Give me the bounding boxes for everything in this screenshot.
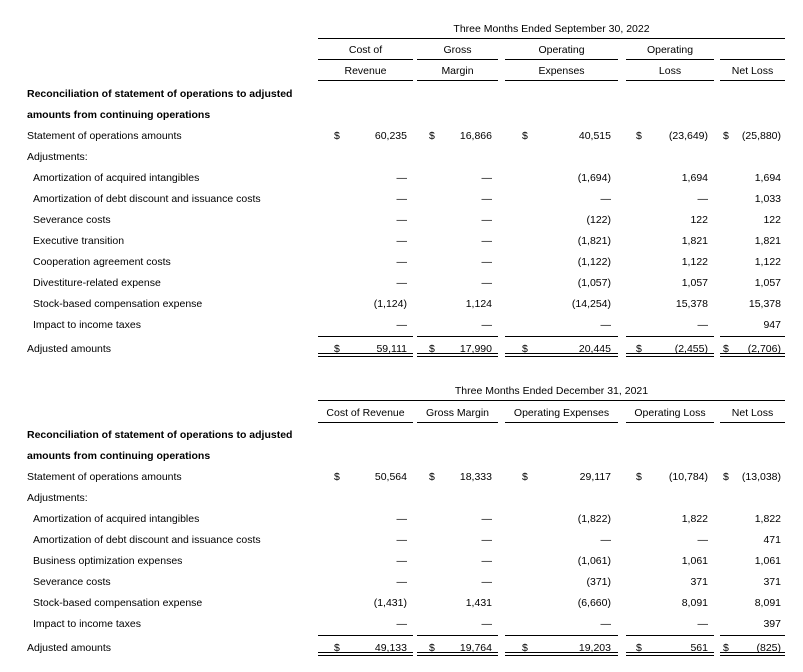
cell-value: (2,706) [747, 343, 781, 355]
row-label: Amortization of debt discount and issuance costs [33, 193, 261, 205]
double-underline [720, 652, 785, 656]
currency-symbol: $ [522, 471, 528, 483]
currency-symbol: $ [429, 471, 435, 483]
row-label: Adjustments: [27, 492, 88, 504]
cell-value: — [697, 193, 708, 205]
cell-value: 1,122 [754, 256, 781, 268]
cell-value: — [481, 576, 492, 588]
cell-value: — [396, 555, 407, 567]
column-header: Net Loss [731, 407, 774, 419]
header-rule [720, 422, 785, 423]
header-rule [505, 59, 618, 60]
row-label: Amortization of acquired intangibles [33, 172, 200, 184]
row-label: Cooperation agreement costs [33, 256, 171, 268]
header-rule [626, 80, 714, 81]
cell-value: — [481, 193, 492, 205]
header-rule [318, 59, 413, 60]
cell-value: (1,822) [577, 513, 611, 525]
total-rule [720, 635, 785, 636]
row-label: Adjustments: [27, 151, 88, 163]
cell-value: — [600, 534, 611, 546]
cell-value: — [396, 618, 407, 630]
cell-value: 15,378 [748, 298, 781, 310]
cell-value: 1,822 [754, 513, 781, 525]
cell-value: 122 [763, 214, 781, 226]
column-header: Operating Loss [634, 407, 706, 419]
cell-value: — [481, 256, 492, 268]
cell-value: (25,880) [741, 130, 781, 142]
cell-value: — [396, 277, 407, 289]
cell-value: 50,564 [374, 471, 407, 483]
cell-value: (14,254) [571, 298, 611, 310]
double-underline [417, 353, 498, 357]
cell-value: (1,124) [373, 298, 407, 310]
cell-value: — [697, 534, 708, 546]
cell-value: (2,455) [674, 343, 708, 355]
row-label: Executive transition [33, 235, 125, 247]
cell-value: — [396, 319, 407, 331]
row-label: Statement of operations amounts [27, 471, 182, 483]
cell-value: 29,117 [579, 471, 611, 483]
section-label: Reconciliation of statement of operations to adjusted [27, 429, 293, 441]
cell-value: (6,660) [577, 597, 611, 609]
title-underline [318, 38, 785, 39]
column-header: Cost of [348, 44, 383, 56]
row-label: Adjusted amounts [27, 642, 112, 654]
currency-symbol: $ [429, 130, 435, 142]
cell-value: 947 [763, 319, 781, 331]
cell-value: 371 [763, 576, 781, 588]
cell-value: — [396, 534, 407, 546]
cell-value: — [481, 555, 492, 567]
column-header: Operating [646, 44, 694, 56]
header-rule [626, 422, 714, 423]
cell-value: — [697, 618, 708, 630]
cell-value: — [396, 235, 407, 247]
double-underline [505, 652, 618, 656]
cell-value: (1,431) [373, 597, 407, 609]
total-rule [318, 336, 413, 337]
header-rule [626, 59, 714, 60]
currency-symbol: $ [334, 343, 340, 355]
currency-symbol: $ [522, 130, 528, 142]
cell-value: 19,764 [459, 642, 492, 654]
header-rule [720, 59, 785, 60]
cell-value: 561 [690, 642, 708, 654]
currency-symbol: $ [723, 642, 729, 654]
total-rule [417, 635, 498, 636]
header-rule [417, 59, 498, 60]
row-label: Stock-based compensation expense [33, 298, 203, 310]
cell-value: (1,122) [577, 256, 611, 268]
row-label: Impact to income taxes [33, 319, 141, 331]
cell-value: — [481, 513, 492, 525]
column-header: Net Loss [731, 65, 774, 77]
cell-value: 371 [690, 576, 708, 588]
row-label: Severance costs [33, 576, 111, 588]
cell-value: 1,821 [681, 235, 708, 247]
cell-value: 1,057 [681, 277, 708, 289]
cell-value: — [396, 513, 407, 525]
cell-value: — [396, 214, 407, 226]
cell-value: 8,091 [754, 597, 781, 609]
column-header: Cost of Revenue [326, 407, 405, 419]
cell-value: 122 [690, 214, 708, 226]
cell-value: — [600, 193, 611, 205]
cell-value: — [697, 319, 708, 331]
currency-symbol: $ [636, 642, 642, 654]
total-rule [505, 336, 618, 337]
cell-value: — [481, 618, 492, 630]
column-header: Gross Margin [425, 407, 489, 419]
period-title: Three Months Ended December 31, 2021 [454, 385, 649, 397]
cell-value: 15,378 [675, 298, 708, 310]
row-label: Statement of operations amounts [27, 130, 182, 142]
total-rule [318, 635, 413, 636]
cell-value: 1,061 [754, 555, 781, 567]
cell-value: (1,057) [577, 277, 611, 289]
header-rule [720, 80, 785, 81]
cell-value: 1,822 [681, 513, 708, 525]
column-header: Revenue [344, 65, 387, 77]
total-rule [417, 336, 498, 337]
cell-value: — [481, 534, 492, 546]
cell-value: 18,333 [459, 471, 492, 483]
column-header: Expenses [538, 65, 585, 77]
currency-symbol: $ [636, 130, 642, 142]
column-header: Gross [443, 44, 472, 56]
row-label: Divestiture-related expense [33, 277, 161, 289]
row-label: Stock-based compensation expense [33, 597, 203, 609]
currency-symbol: $ [522, 343, 528, 355]
cell-value: — [481, 319, 492, 331]
double-underline [417, 652, 498, 656]
cell-value: 1,057 [754, 277, 781, 289]
currency-symbol: $ [723, 471, 729, 483]
double-underline [720, 353, 785, 357]
total-rule [626, 336, 714, 337]
column-header: Operating Expenses [513, 407, 610, 419]
cell-value: — [481, 172, 492, 184]
header-rule [505, 80, 618, 81]
section-label: Reconciliation of statement of operations to adjusted [27, 88, 293, 100]
cell-value: — [396, 256, 407, 268]
cell-value: (825) [756, 642, 781, 654]
cell-value: 20,445 [578, 343, 611, 355]
cell-value: 397 [763, 618, 781, 630]
row-label: Amortization of debt discount and issuance costs [33, 534, 261, 546]
cell-value: (13,038) [741, 471, 781, 483]
cell-value: 1,033 [754, 193, 781, 205]
cell-value: (1,821) [577, 235, 611, 247]
double-underline [318, 353, 413, 357]
cell-value: 1,821 [754, 235, 781, 247]
cell-value: 1,431 [465, 597, 492, 609]
cell-value: 17,990 [459, 343, 492, 355]
double-underline [626, 353, 714, 357]
row-label: Amortization of acquired intangibles [33, 513, 200, 525]
cell-value: — [481, 277, 492, 289]
cell-value: — [600, 618, 611, 630]
cell-value: 19,203 [578, 642, 611, 654]
header-rule [417, 80, 498, 81]
currency-symbol: $ [522, 642, 528, 654]
cell-value: (371) [586, 576, 611, 588]
period-title: Three Months Ended September 30, 2022 [453, 23, 650, 35]
header-rule [505, 422, 618, 423]
total-rule [505, 635, 618, 636]
currency-symbol: $ [723, 130, 729, 142]
cell-value: — [396, 193, 407, 205]
row-label: Adjusted amounts [27, 343, 112, 355]
cell-value: 59,111 [376, 343, 407, 355]
total-rule [626, 635, 714, 636]
currency-symbol: $ [636, 471, 642, 483]
cell-value: — [600, 319, 611, 331]
header-rule [318, 80, 413, 81]
cell-value: — [396, 172, 407, 184]
currency-symbol: $ [334, 471, 340, 483]
cell-value: 60,235 [374, 130, 407, 142]
row-label: Severance costs [33, 214, 111, 226]
column-header: Margin [441, 65, 474, 77]
section-label: amounts from continuing operations [27, 109, 211, 121]
cell-value: (23,649) [668, 130, 708, 142]
row-label: Business optimization expenses [33, 555, 183, 567]
cell-value: — [481, 235, 492, 247]
currency-symbol: $ [429, 343, 435, 355]
cell-value: 1,122 [681, 256, 708, 268]
column-header: Loss [658, 65, 682, 77]
section-label: amounts from continuing operations [27, 450, 211, 462]
cell-value: 49,133 [374, 642, 407, 654]
cell-value: 1,061 [681, 555, 708, 567]
currency-symbol: $ [334, 130, 340, 142]
cell-value: 16,866 [459, 130, 492, 142]
cell-value: (10,784) [668, 471, 708, 483]
double-underline [505, 353, 618, 357]
double-underline [318, 652, 413, 656]
total-rule [720, 336, 785, 337]
cell-value: — [481, 214, 492, 226]
cell-value: 8,091 [681, 597, 708, 609]
cell-value: 1,124 [465, 298, 492, 310]
title-underline [318, 400, 785, 401]
double-underline [626, 652, 714, 656]
header-rule [318, 422, 413, 423]
currency-symbol: $ [636, 343, 642, 355]
cell-value: 471 [763, 534, 781, 546]
cell-value: (1,694) [577, 172, 611, 184]
row-label: Impact to income taxes [33, 618, 141, 630]
currency-symbol: $ [429, 642, 435, 654]
column-header: Operating [538, 44, 585, 56]
cell-value: 1,694 [681, 172, 708, 184]
cell-value: (1,061) [577, 555, 611, 567]
currency-symbol: $ [723, 343, 729, 355]
cell-value: (122) [586, 214, 611, 226]
cell-value: — [396, 576, 407, 588]
cell-value: 1,694 [754, 172, 781, 184]
header-rule [417, 422, 498, 423]
cell-value: 40,515 [578, 130, 611, 142]
currency-symbol: $ [334, 642, 340, 654]
